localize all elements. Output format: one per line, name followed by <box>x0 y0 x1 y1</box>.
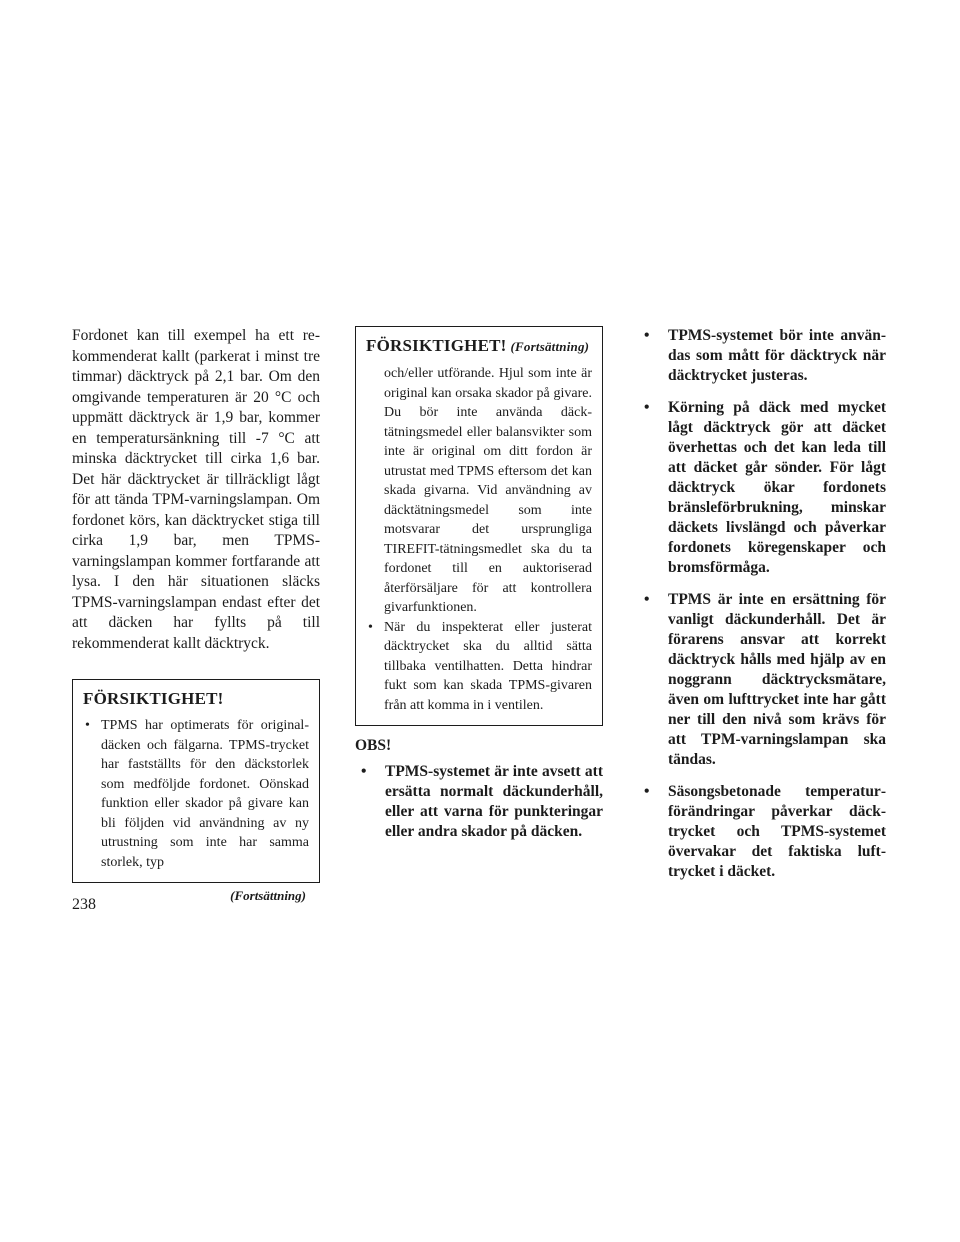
intro-paragraph: Fordonet kan till exempel ha ett rekommenderat kallt (parkerat i minst tre timmar) däcktryck på 2,1 bar. Om den omgivande temperaturen är 20 °C och uppmätt däcktryck är 1,9 bar, kommer en temperatursänkning till -7 °C att minska däcktrycket till cirka 1,6 bar. Det här däcktrycket är tillräckligt lågt för att tända TPM-varningslampan. Om fordonet körs, kan däcktrycket stiga till cirka 1,9 bar, men TPMS-varningslampan kommer fortfarande att lysa. I den här situationen släcks TPMS-varningslampan endast efter det att däcken har fyllts på till rekommenderat kallt däcktryck. <box>72 327 320 652</box>
note-bullet: • TPMS-systemet är inte avsett att ersätta normalt däckunderhåll, eller att varna för punkteringar eller andra skador på däcken. <box>355 762 603 842</box>
note-bullet: • Körning på däck med mycket lågt däcktryck gör att däcket överhettas och det kan leda till att däcket går sönder. För lågt däcktryck ökar fordonets bränsleförbrukning, minskar däckets livslängd och påverkar fordonets köregenskaper och bromsförmåga. <box>638 398 886 578</box>
caution-bullet: • TPMS har optimerats för originaldäcken och fälgarna. TPMS-trycket har fastställts för den däckstorlek som medföljde fordonet. Oönskad funktion eller skador på givare kan bli följden vid användning av ny utrustning som inte har samma storlek, typ <box>83 716 309 872</box>
column-2 <box>355 326 603 854</box>
column-1 <box>72 326 320 905</box>
caution-title-continued <box>366 335 592 358</box>
caution-continued-text: och/eller utförande. Hjul som inte är original kan orsaka skador på givare. Du bör inte använda däcktätningsmedel eller balansvikter som inte är original om ditt fordon är utrustat med TPMS eftersom det kan skada givarna. Vid användning av däcktätningsmedel som inte motsvarar det ursprungliga TIREFIT-tätningsmedlet ska du ta fordonet till en auktoriserad återförsäljare för att kontrollera givarfunktionen. <box>384 366 592 615</box>
caution-title: FÖRSIKTIGHET! <box>83 689 224 708</box>
continued-label: (Fortsättning) <box>230 888 306 903</box>
note-bullet: • Säsongsbetonade temperaturförändringar påverkar däcktrycket och TPMS-systemet övervakar det faktiska lufttrycket i däcket. <box>638 782 886 882</box>
caution-bullet: • När du inspekterat eller justerat däcktrycket ska du alltid sätta tillbaka ventilhatten. Detta hindrar fukt som kan skada TPMS-givaren från att komma in i ventilen. <box>366 618 592 716</box>
caution-box-continued <box>355 326 603 726</box>
column-3 <box>638 326 886 894</box>
caution-title-text: FÖRSIKTIGHET! <box>366 336 507 355</box>
caution-title-suffix: (Fortsättning) <box>510 339 590 354</box>
caution-box <box>72 679 320 883</box>
note-label: OBS! <box>355 737 392 754</box>
note-bullet: • TPMS är inte en ersättning för vanligt däckunderhåll. Det är förarens ansvar att korrekt däcktryck hålls med hjälp av en noggrann däcktrycksmätare, även om lufttrycket inte har gått ner till den nivå som krävs för att TPM-varningslampan ska tändas. <box>638 590 886 770</box>
page-number: 238 <box>72 896 96 913</box>
note-bullet: • TPMS-systemet bör inte användas som mått för däcktryck när däcktrycket justeras. <box>638 326 886 386</box>
